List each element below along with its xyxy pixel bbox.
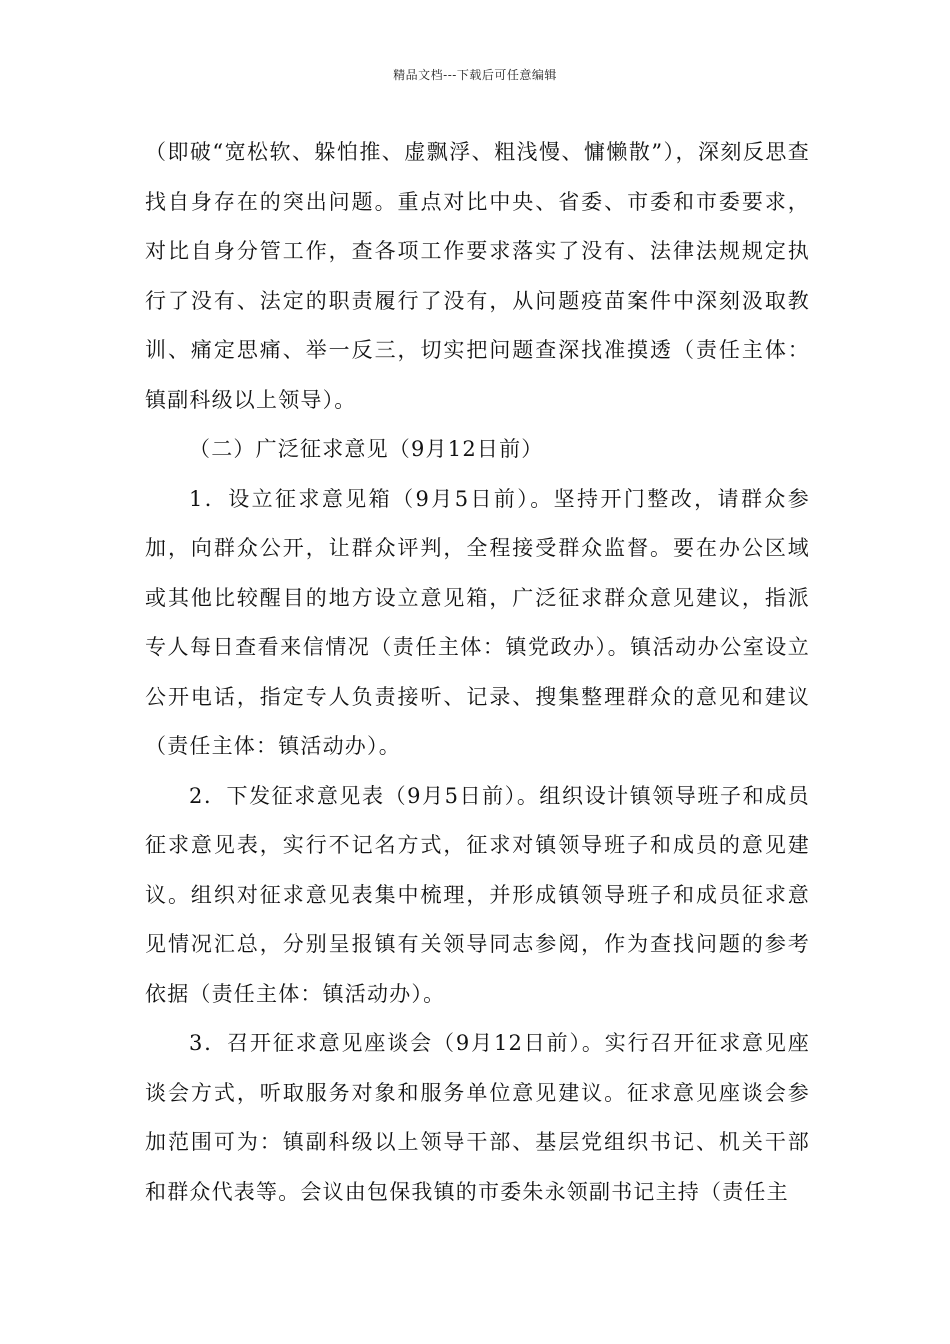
- page-header: 精品文档---下载后可任意编辑: [393, 68, 557, 82]
- paragraph-item-2: 2．下发征求意见表（9月5日前）。组织设计镇领导班子和成员征求意见表，实行不记名方式，征求对镇领导班子和成员的意见建议。组织对征求意见表集中梳理，并形成镇领导班子和成员征求意见情况汇总，分别呈报镇有关领导同志参阅，作为查找问题的参考依据（责任主体：镇活动办）。: [145, 783, 810, 1006]
- paragraph-item-1: 1．设立征求意见箱（9月5日前）。坚持开门整改，请群众参加，向群众公开，让群众评判，全程接受群众监督。要在办公区域或其他比较醒目的地方设立意见箱，广泛征求群众意见建议，指派专人每日查看来信情况（责任主体：镇党政办）。镇活动办公室设立公开电话，指定专人负责接听、记录、搜集整理群众的意见和建议（责任主体：镇活动办）。: [145, 486, 810, 758]
- paragraph-item-3: 3．召开征求意见座谈会（9月12日前）。实行召开征求意见座谈会方式，听取服务对象和服务单位意见建议。征求意见座谈会参加范围可为：镇副科级以上领导干部、基层党组织书记、机关干部和群众代表等。会议由包保我镇的市委朱永领副书记主持（责任主: [145, 1031, 810, 1204]
- document-body: [145, 128, 810, 1217]
- paragraph-1: （即破“宽松软、躲怕推、虚飘浮、粗浅慢、慵懒散”），深刻反思查找自身存在的突出问题。重点对比中央、省委、市委和市委要求，对比自身分管工作，查各项工作要求落实了没有、法律法规规定执行了没有、法定的职责履行了没有，从问题疫苗案件中深刻汲取教训、痛定思痛、举一反三，切实把问题查深找准摸透（责任主体：镇副科级以上领导）。: [145, 140, 810, 412]
- section-heading-2: （二）广泛征求意见（9月12日前）: [189, 437, 544, 461]
